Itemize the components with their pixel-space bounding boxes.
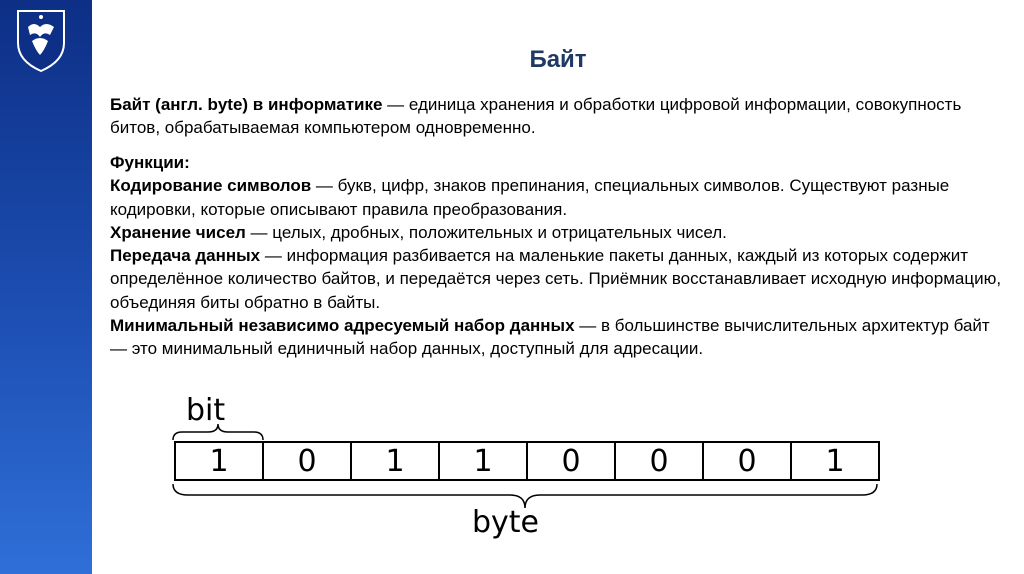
function-item: Передача данных — информация разбивается на маленькие пакеты данных, каждый из которых содержит определённое количество байтов, и передаётся через сеть. Приёмник восстанавливает исходную информацию, объединяя биты обратно в байты. <box>110 246 1002 312</box>
bit-cell: 1 <box>174 441 264 481</box>
bits-row <box>174 441 880 481</box>
function-item: Минимальный независимо адресуемый набор данных — в большинстве вычислительных архитектур байт — это минимальный единичный набор данных, доступный для адресации. <box>110 316 990 359</box>
sidebar <box>0 0 92 574</box>
functions-block <box>110 151 1010 361</box>
university-logo-icon <box>12 5 70 75</box>
bit-cell: 1 <box>790 441 880 481</box>
byte-label: byte <box>472 505 540 540</box>
bit-label: bit <box>186 393 226 428</box>
bit-cell: 0 <box>614 441 704 481</box>
bit-cell: 1 <box>438 441 528 481</box>
function-item: Хранение чисел — целых, дробных, положительных и отрицательных чисел. <box>110 222 727 242</box>
bit-cell: 1 <box>350 441 440 481</box>
intro-definition: — единица хранения и обработки цифровой информации, совокупность битов, обрабатываемая компьютером одновременно. <box>110 95 962 137</box>
slide-title: Байт <box>529 46 587 73</box>
intro-paragraph <box>110 93 1010 139</box>
intro-term: Байт (англ. byte) в информатике <box>110 95 383 114</box>
bit-cell: 0 <box>526 441 616 481</box>
function-item: Кодирование символов — букв, цифр, знаков препинания, специальных символов. Существуют разные кодировки, которые описывают правила преобразования. <box>110 176 950 219</box>
bit-brace-icon <box>172 423 264 441</box>
functions-heading: Функции: <box>110 153 190 172</box>
bit-cell: 0 <box>262 441 352 481</box>
bit-cell: 0 <box>702 441 792 481</box>
